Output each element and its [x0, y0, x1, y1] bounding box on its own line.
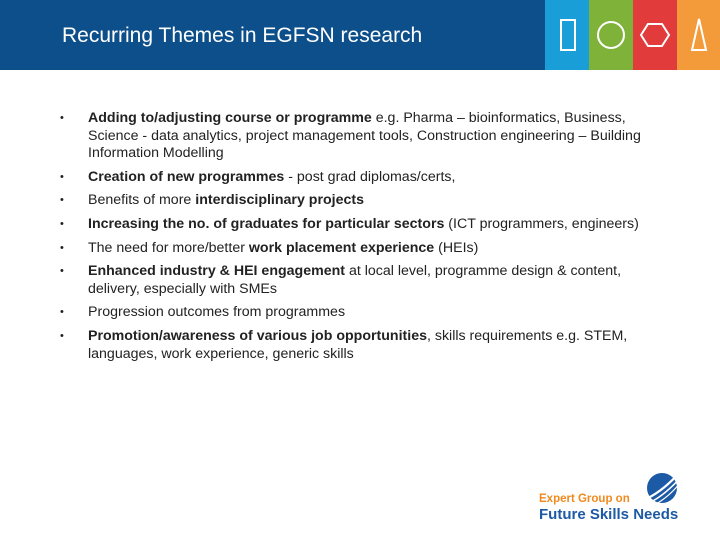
- item-bold-text: Promotion/awareness of various job opportunities: [88, 327, 427, 344]
- list-item: [58, 169, 658, 187]
- decorative-shape-blocks: [545, 0, 720, 70]
- theme-list: [58, 110, 658, 369]
- bullet-icon: •: [60, 170, 64, 183]
- title-bar: [0, 0, 720, 70]
- item-text: , skills requirements e.g. STEM, languages, work experience, generic skills: [88, 327, 628, 362]
- item-text: (ICT programmers, engineers): [444, 215, 639, 232]
- item-bold-text: Adding to/adjusting course or programme: [88, 110, 372, 126]
- item-bold-text: Increasing the no. of graduates for particular sectors: [88, 215, 445, 232]
- list-item: [58, 304, 658, 322]
- list-item: [58, 216, 658, 234]
- item-text: e.g. Pharma – bioinformatics, Business, Science - data analytics, project management tools, Construction engineering – Building Information Modelling: [88, 110, 641, 162]
- list-item: [58, 110, 658, 163]
- item-text: Benefits of more: [88, 192, 196, 209]
- hexagon-icon: [633, 0, 677, 70]
- bullet-icon: •: [60, 194, 64, 207]
- globe-swoosh-icon: [642, 468, 682, 508]
- list-item: [58, 328, 658, 363]
- square-icon: [545, 0, 589, 70]
- item-text: (HEIs): [434, 239, 479, 256]
- bullet-icon: •: [60, 112, 64, 124]
- list-item: [58, 263, 658, 298]
- bullet-icon: •: [60, 306, 64, 319]
- bullet-icon: •: [60, 217, 64, 230]
- item-bold-text: Creation of new programmes: [88, 168, 285, 185]
- slide-title: Recurring Themes in EGFSN research: [62, 24, 423, 47]
- logo-text-line2: Future Skills Needs: [539, 506, 679, 523]
- item-text: at local level, programme design & content, delivery, especially with SMEs: [88, 263, 622, 297]
- item-bold-text: work placement experience: [248, 239, 435, 256]
- item-text: Progression outcomes from programmes: [88, 304, 346, 321]
- item-bold-text: interdisciplinary projects: [195, 192, 364, 209]
- triangle-icon: [677, 0, 720, 70]
- list-item: [58, 192, 658, 210]
- circle-icon: [589, 0, 633, 70]
- item-bold-text: Enhanced industry & HEI engagement: [88, 263, 345, 280]
- list-item: [58, 240, 658, 258]
- bullet-icon: •: [60, 265, 64, 278]
- logo-text-line1: Expert Group on: [539, 493, 630, 505]
- item-text: The need for more/better: [88, 239, 249, 256]
- bullet-icon: •: [60, 241, 64, 254]
- bullet-icon: •: [60, 329, 64, 342]
- item-text: - post grad diplomas/certs,: [284, 168, 456, 185]
- egfsn-logo: [536, 468, 716, 528]
